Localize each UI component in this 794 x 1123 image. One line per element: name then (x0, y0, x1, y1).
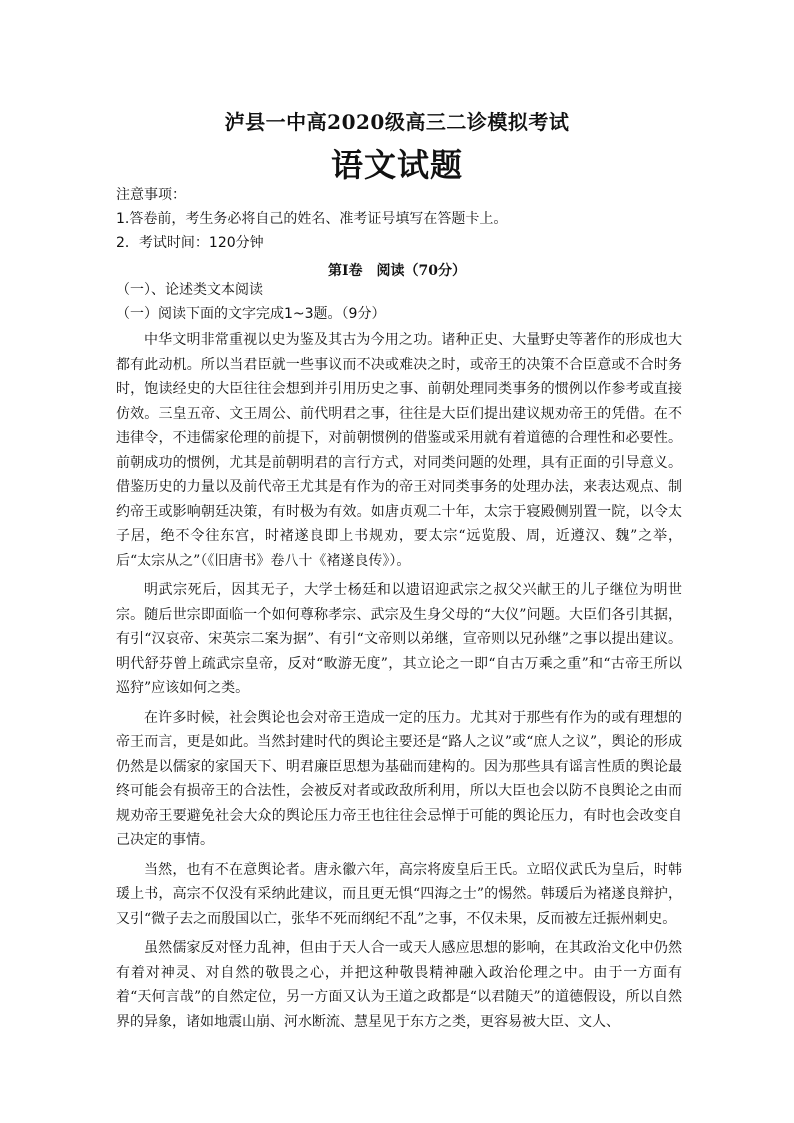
exam-title: 泸县一中高2020级高三二诊模拟考试 (224, 110, 570, 134)
notice-item-2: 2．考试时间：120分钟 (116, 235, 264, 251)
part-heading: （一）、论述类文本阅读 (116, 282, 263, 298)
passage-paragraph-2: 明武宗死后，因其无子，大学士杨廷和以遗诏迎武宗之叔父兴献王的儿子继位为明世宗。随后世宗即面临一个如何尊称孝宗、武宗及生身父母的“大仪”问题。大臣们各引其据，有引“汉哀帝、宋英宗二案为据”、有引“文帝则以弟继，宣帝则以兄孙继”之事以提出建议。明代舒芬曾上疏武宗皇帝，反对“畋游无度”，其立论之一即“自古万乘之重”和“古帝王所以巡狩”应该如何之类。 (116, 582, 682, 696)
volume-heading: 第I卷 阅读（70分） (327, 263, 467, 279)
notice-item-1: 1.答卷前，考生务必将自己的姓名、准考证号填写在答题卡上。 (116, 211, 508, 227)
passage-paragraph-4: 当然，也有不在意舆论者。唐永徽六年，高宗将废皇后王氏。立昭仪武氏为皇后，时韩瑗上书，高宗不仅没有采纳此建议，而且更无惧“四海之士”的惕然。韩瑗后为褚遂良辩护，又引“微子去之而殷国以亡，张华不死而纲纪不乱”之事，不仅未果，反而被左迁振州刺史。 (116, 861, 682, 927)
passage-paragraph-5: 虽然儒家反对怪力乱神，但由于天人合一或天人感应思想的影响，在其政治文化中仍然有着对神灵、对自然的敬畏之心，并把这种敬畏精神融入政治伦理之中。由于一方面有着“天何言哉”的自然定位，另一方面又认为王道之政都是“以君随天”的道德假设，所以自然界的异象，诸如地震山崩、河水断流、慧星见于东方之类，更容易被大臣、文人、 (116, 940, 682, 1030)
subject-title: 语文试题 (330, 146, 463, 184)
passage-paragraph-1: 中华文明非常重视以史为鉴及其古为今用之功。诸种正史、大量野史等著作的形成也大都有此动机。所以当君臣就一些事议而不决或难决之时，或帝王的决策不合臣意或不合时务时，饱读经史的大臣往往会想到并引用历史之事、前朝处理同类事务的惯例以作参考或直接仿效。三皇五帝、文王周公、前代明君之事，往往是大臣们提出建议规劝帝王的凭借。在不违律令，不违儒家伦理的前提下，对前朝惯例的借鉴或采用就有着道德的合理性和必要性。前朝成功的惯例，尤其是前朝明君的言行方式，对同类问题的处理，具有正面的引导意义。借鉴历史的力量以及前代帝王尤其是有作为的帝王对同类事务的处理办法，来表达观点、制约帝王或影响朝廷决策，有时极为有效。如唐贞观二十年，太宗于寝殿侧别置一院，以令太子居，绝不令往东宫，时褚遂良即上书规劝，要太宗“远览殷、周，近遵汉、魏”之举，后“太宗从之”（《旧唐书》卷八十《褚遂良传》）。 (116, 332, 682, 569)
question-instruction: （一）阅读下面的文字完成1~3题。（9分） (116, 306, 386, 322)
reading-passage (116, 328, 682, 1039)
passage-paragraph-3: 在许多时候，社会舆论也会对帝王造成一定的压力。尤其对于那些有作为的或有理想的帝王而言，更是如此。当然封建时代的舆论主要还是“路人之议”或“庶人之议”，舆论的形成仍然是以儒家的家国天下、明君廉臣思想为基础而建构的。因为那些具有谣言性质的舆论最终可能会有损帝王的合法性，会被反对者或政敌所利用，所以大臣也会以防不良舆论之由而规劝帝王要避免社会大众的舆论压力帝王也往往会忌惮于可能的舆论压力，有时也会改变自己决定的事情。 (116, 709, 682, 848)
notice-heading: 注意事项： (116, 187, 186, 203)
